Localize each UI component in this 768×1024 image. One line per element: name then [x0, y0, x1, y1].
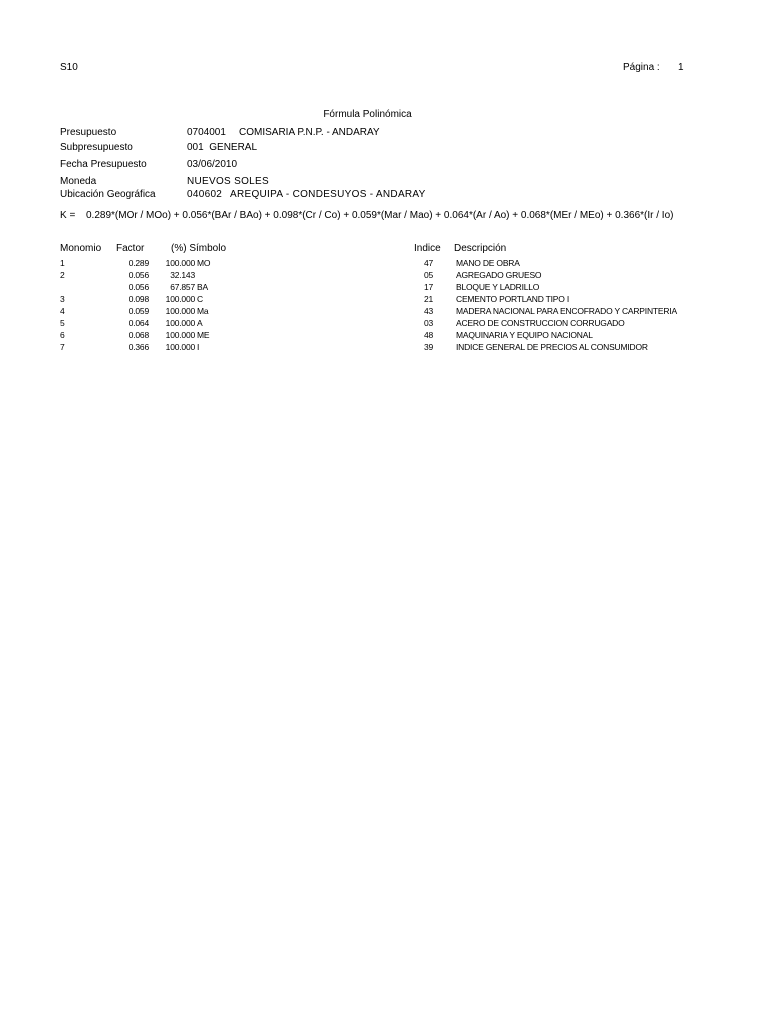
table-row-monomio: 2 [60, 270, 65, 280]
table-row-pct: 67.857 [170, 282, 195, 292]
info-value-moneda: NUEVOS SOLES [187, 176, 269, 187]
table-row-pct: 100.000 [165, 330, 195, 340]
table-row-pct: 100.000 [165, 306, 195, 316]
table-row-indice: 05 [423, 270, 433, 280]
info-code: 001 [187, 142, 204, 153]
info-value-presupuesto [187, 127, 380, 138]
table-row-monomio: 3 [60, 294, 65, 304]
table-row-simbolo: C [197, 294, 203, 304]
info-value-ubicacion [187, 189, 426, 200]
table-row-pct: 100.000 [165, 258, 195, 268]
table-row-descripcion: INDICE GENERAL DE PRECIOS AL CONSUMIDOR [456, 342, 648, 352]
table-row-simbolo: Ma [197, 306, 209, 316]
table-row-monomio: 6 [60, 330, 65, 340]
table-row-monomio: 4 [60, 306, 65, 316]
table-row-indice: 43 [423, 306, 433, 316]
table-row-monomio: 5 [60, 318, 65, 328]
info-label-subpresupuesto: Subpresupuesto [60, 142, 133, 153]
table-row-indice: 21 [423, 294, 433, 304]
page-number: 1 [678, 62, 684, 73]
table-row-indice: 39 [423, 342, 433, 352]
page-label: Página : [623, 62, 660, 73]
table-row-simbolo: A [197, 318, 203, 328]
table-row-descripcion: MADERA NACIONAL PARA ENCOFRADO Y CARPINTERIA [456, 306, 677, 316]
formula-k-label: K = [60, 210, 76, 221]
table-row-factor: 0.098 [128, 294, 149, 304]
col-header-factor: Factor [116, 243, 145, 254]
table-row-descripcion: BLOQUE Y LADRILLO [456, 282, 540, 292]
info-code: 040602 [187, 189, 223, 200]
table-row-simbolo: I [197, 342, 200, 352]
table-row-factor: 0.056 [128, 282, 149, 292]
col-header-descripcion: Descripción [454, 243, 507, 254]
table-row-simbolo: ME [197, 330, 210, 340]
info-text: COMISARIA P.N.P. - ANDARAY [239, 127, 380, 138]
info-label-ubicacion: Ubicación Geográfica [60, 189, 156, 200]
table-row-indice: 47 [423, 258, 433, 268]
table-row-descripcion: ACERO DE CONSTRUCCION CORRUGADO [456, 318, 625, 328]
table-row-simbolo: BA [197, 282, 208, 292]
table-row-pct: 100.000 [165, 318, 195, 328]
table-row-factor: 0.064 [128, 318, 149, 328]
table-row-simbolo: MO [197, 258, 211, 268]
table-row-monomio: 1 [60, 258, 65, 268]
table-row-pct: 100.000 [165, 294, 195, 304]
table-row-descripcion: CEMENTO PORTLAND TIPO I [456, 294, 570, 304]
table-row-indice: 17 [423, 282, 433, 292]
table-row-descripcion: AGREGADO GRUESO [456, 270, 542, 280]
table-row-pct: 100.000 [165, 342, 195, 352]
col-header-pct-simbolo: (%) Símbolo [171, 243, 227, 254]
info-text: AREQUIPA - CONDESUYOS - ANDARAY [230, 189, 426, 200]
info-label-moneda: Moneda [60, 176, 97, 187]
table-row-factor: 0.059 [128, 306, 149, 316]
info-value-fecha: 03/06/2010 [187, 159, 238, 170]
formula-expression: 0.289*(MOr / MOo) + 0.056*(BAr / BAo) + 0.098*(Cr / Co) + 0.059*(Mar / Mao) + 0.064*(Ar / Ao) + 0.068*(MEr / MEo) + 0.366*(Ir / Io) [86, 210, 674, 221]
table-row-factor: 0.289 [128, 258, 149, 268]
table-row-indice: 48 [423, 330, 433, 340]
info-code: 0704001 [187, 127, 226, 138]
table-row-factor: 0.366 [128, 342, 149, 352]
info-value-subpresupuesto [187, 142, 257, 153]
table-row-descripcion: MANO DE OBRA [456, 258, 520, 268]
col-header-indice: Indice [414, 243, 441, 254]
info-label-fecha: Fecha Presupuesto [60, 159, 147, 170]
table-row-descripcion: MAQUINARIA Y EQUIPO NACIONAL [456, 330, 593, 340]
table-row-factor: 0.068 [128, 330, 149, 340]
report-code: S10 [60, 62, 78, 73]
info-text: GENERAL [209, 142, 258, 153]
table-row-pct: 32.143 [170, 270, 195, 280]
table-row-factor: 0.056 [128, 270, 149, 280]
info-label-presupuesto: Presupuesto [60, 127, 117, 138]
document-title: Fórmula Polinómica [323, 109, 412, 120]
table-row-monomio: 7 [60, 342, 65, 352]
col-header-monomio: Monomio [60, 243, 102, 254]
table-row-indice: 03 [423, 318, 433, 328]
